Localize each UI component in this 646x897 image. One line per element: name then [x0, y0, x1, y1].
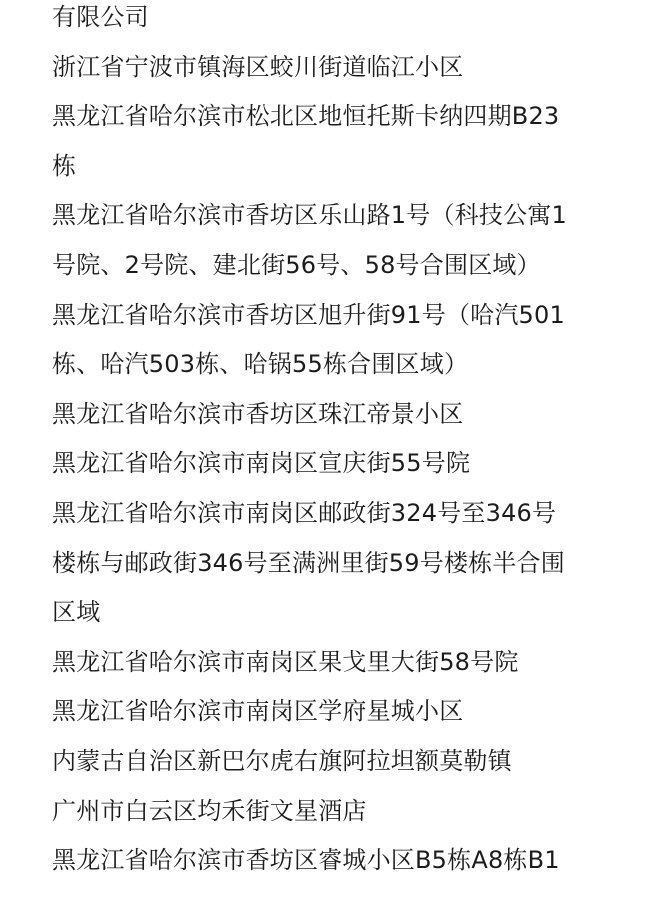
address-line: 黑龙江省哈尔滨市南岗区邮政街324号至346号 [52, 498, 557, 527]
address-line: 黑龙江省哈尔滨市松北区地恒托斯卡纳四期B23 [52, 102, 560, 131]
address-line: 栋 [52, 151, 77, 180]
address-line: 黑龙江省哈尔滨市香坊区珠江帝景小区 [52, 399, 464, 428]
address-line: 号院、2号院、建北街56号、58号合围区域） [52, 250, 541, 279]
address-line: 内蒙古自治区新巴尔虎右旗阿拉坦额莫勒镇 [52, 746, 512, 775]
address-line: 广州市白云区均禾街文星酒店 [52, 796, 367, 825]
address-line: 黑龙江省哈尔滨市香坊区睿城小区B5栋A8栋B1 [52, 846, 560, 875]
address-line: 黑龙江省哈尔滨市南岗区学府星城小区 [52, 697, 464, 726]
address-line: 栋、哈汽503栋、哈锅55栋合围区域） [52, 350, 469, 379]
address-list [52, 0, 632, 886]
address-line: 黑龙江省哈尔滨市南岗区果戈里大街58号院 [52, 647, 519, 676]
address-line: 黑龙江省哈尔滨市香坊区旭升街91号（哈汽501 [52, 300, 565, 329]
address-line: 区域 [52, 598, 101, 627]
address-line: 有限公司 [52, 3, 149, 31]
address-line: 楼栋与邮政街346号至满洲里街59号楼栋半合围 [52, 548, 565, 577]
address-line: 黑龙江省哈尔滨市香坊区乐山路1号（科技公寓1 [52, 201, 567, 230]
address-line: 浙江省宁波市镇海区蛟川街道临江小区 [52, 52, 464, 81]
address-line: 黑龙江省哈尔滨市南岗区宣庆街55号院 [52, 449, 471, 478]
